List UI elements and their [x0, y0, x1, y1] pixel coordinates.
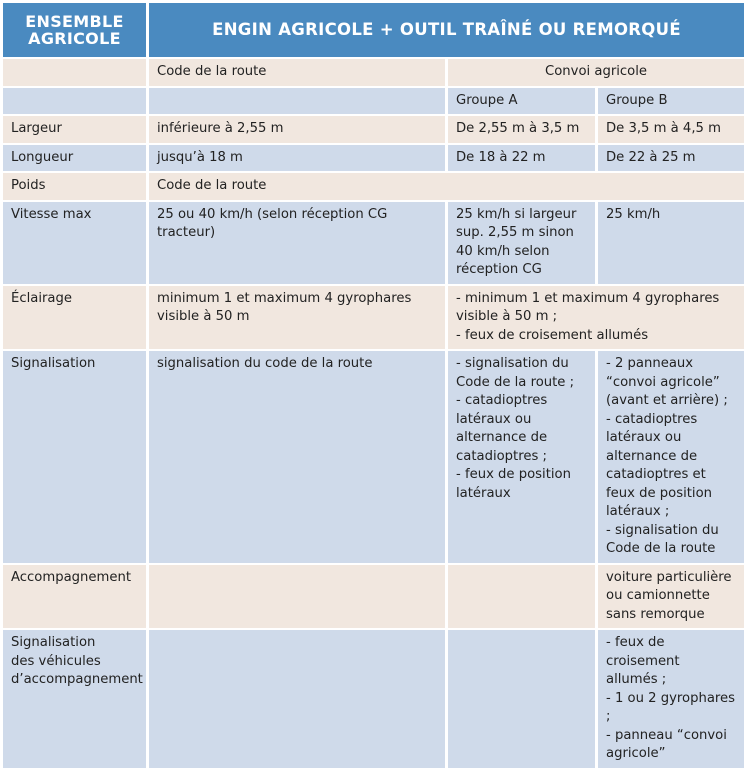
cell-groupe-b: De 3,5 m à 4,5 m	[598, 114, 744, 143]
header-ensemble-agricole: ENSEMBLE AGRICOLE	[3, 3, 149, 57]
text-line: latéraux	[456, 485, 511, 501]
row-label: Largeur	[3, 114, 149, 143]
text-line: voiture particulière	[606, 569, 732, 585]
table-row-longueur	[3, 143, 744, 172]
text-line: latéraux ou	[456, 411, 532, 427]
row-label: Signalisation	[3, 349, 149, 563]
text-line: latéraux ou	[606, 430, 682, 445]
empty-cell	[448, 563, 598, 629]
empty-cell	[448, 628, 598, 768]
text-line: - catadioptres	[606, 411, 698, 427]
row-label: Longueur	[3, 143, 149, 172]
text-line: alternance de	[456, 430, 548, 445]
empty-cell	[3, 57, 149, 86]
text-line: feux de position	[606, 485, 713, 501]
cell-code-route: 25 ou 40 km/h (selon réception CG tracteur)	[149, 200, 448, 284]
empty-cell	[149, 86, 448, 115]
cell-groupe-b: 25 km/h	[598, 200, 744, 284]
empty-cell	[3, 86, 149, 115]
cell-groupe-b	[598, 349, 744, 563]
cell-code-route	[149, 284, 448, 350]
text-line: sans remorque	[606, 606, 705, 622]
cell-groupe-a: De 18 à 22 m	[448, 143, 598, 172]
empty-cell	[149, 563, 448, 629]
table-row-largeur	[3, 114, 744, 143]
table-row-vitesse	[3, 200, 744, 284]
groups-row	[3, 86, 744, 115]
text-line: latéraux ;	[606, 504, 670, 519]
cell-groupe-a: De 2,55 m à 3,5 m	[448, 114, 598, 143]
text-line: sup. 2,55 m sinon	[456, 225, 574, 240]
text-line: Signalisation	[11, 635, 96, 650]
text-line: minimum 1 et maximum 4 gyrophares	[157, 290, 412, 306]
cell-groupe-b	[598, 563, 744, 629]
table-row-eclairage	[3, 284, 744, 350]
text-line: allumés ;	[606, 672, 667, 687]
table-row-signalisation	[3, 349, 744, 563]
text-line: catadioptres et	[606, 467, 706, 482]
text-line: - panneau “convoi	[606, 727, 727, 743]
row-label: Vitesse max	[3, 200, 149, 284]
text-line: - 1 ou 2 gyrophares ;	[606, 690, 736, 724]
table-row-accompagnement	[3, 563, 744, 629]
cell-groupe-a	[448, 349, 598, 563]
text-line: visible à 50 m	[157, 309, 250, 324]
text-line: 25 km/h si largeur	[456, 206, 577, 222]
text-line: - feux de croisement	[606, 635, 680, 669]
text-line: “convoi agricole”	[606, 374, 720, 390]
cell-code-route: jusqu’à 18 m	[149, 143, 448, 172]
row-label: Poids	[3, 171, 149, 200]
text-line: Code de la route ;	[456, 374, 575, 390]
text-line: - signalisation du	[606, 522, 719, 538]
text-line: - 2 panneaux	[606, 356, 694, 371]
text-line: alternance de	[606, 448, 698, 464]
cell-code-route: signalisation du code de la route	[149, 349, 448, 563]
text-line: visible à 50 m ;	[456, 309, 558, 324]
cell-code-route: Code de la route	[149, 171, 744, 200]
cell-code-route: inférieure à 2,55 m	[149, 114, 448, 143]
text-line: agricole”	[606, 746, 666, 761]
subheader-convoi-agricole: Convoi agricole	[448, 57, 744, 86]
text-line: réception CG	[456, 262, 542, 277]
text-line: catadioptres ;	[456, 448, 547, 464]
row-label	[3, 628, 149, 768]
subheader-groupe-a: Groupe A	[448, 86, 598, 115]
text-line: - signalisation du	[456, 356, 569, 371]
text-line: - catadioptres	[456, 393, 548, 408]
cell-groupe-b: De 22 à 25 m	[598, 143, 744, 172]
text-line: 40 km/h selon	[456, 243, 550, 259]
empty-cell	[149, 628, 448, 768]
table-row-signalisation-accompagnement	[3, 628, 744, 768]
table-row-poids	[3, 171, 744, 200]
text-line: (avant et arrière) ;	[606, 393, 728, 408]
cell-groupe-b	[598, 628, 744, 768]
cell-convoi-agricole	[448, 284, 744, 350]
text-line: - feux de croisement allumés	[456, 327, 649, 343]
header-engin-agricole: ENGIN AGRICOLE + OUTIL TRAÎNÉ OU REMORQUÉ	[149, 3, 744, 57]
subheader-row	[3, 57, 744, 86]
header-row	[3, 3, 744, 57]
text-line: des véhicules	[11, 653, 101, 669]
text-line: Code de la route	[606, 541, 716, 556]
row-label: Accompagnement	[3, 563, 149, 629]
subheader-groupe-b: Groupe B	[598, 86, 744, 115]
text-line: d’accompagnement	[11, 672, 143, 687]
subheader-code-route: Code de la route	[149, 57, 448, 86]
regulation-table	[3, 3, 744, 768]
text-line: - minimum 1 et maximum 4 gyrophares	[456, 290, 720, 306]
row-label: Éclairage	[3, 284, 149, 350]
cell-groupe-a	[448, 200, 598, 284]
text-line: ou camionnette	[606, 588, 710, 603]
text-line: - feux de position	[456, 467, 571, 482]
